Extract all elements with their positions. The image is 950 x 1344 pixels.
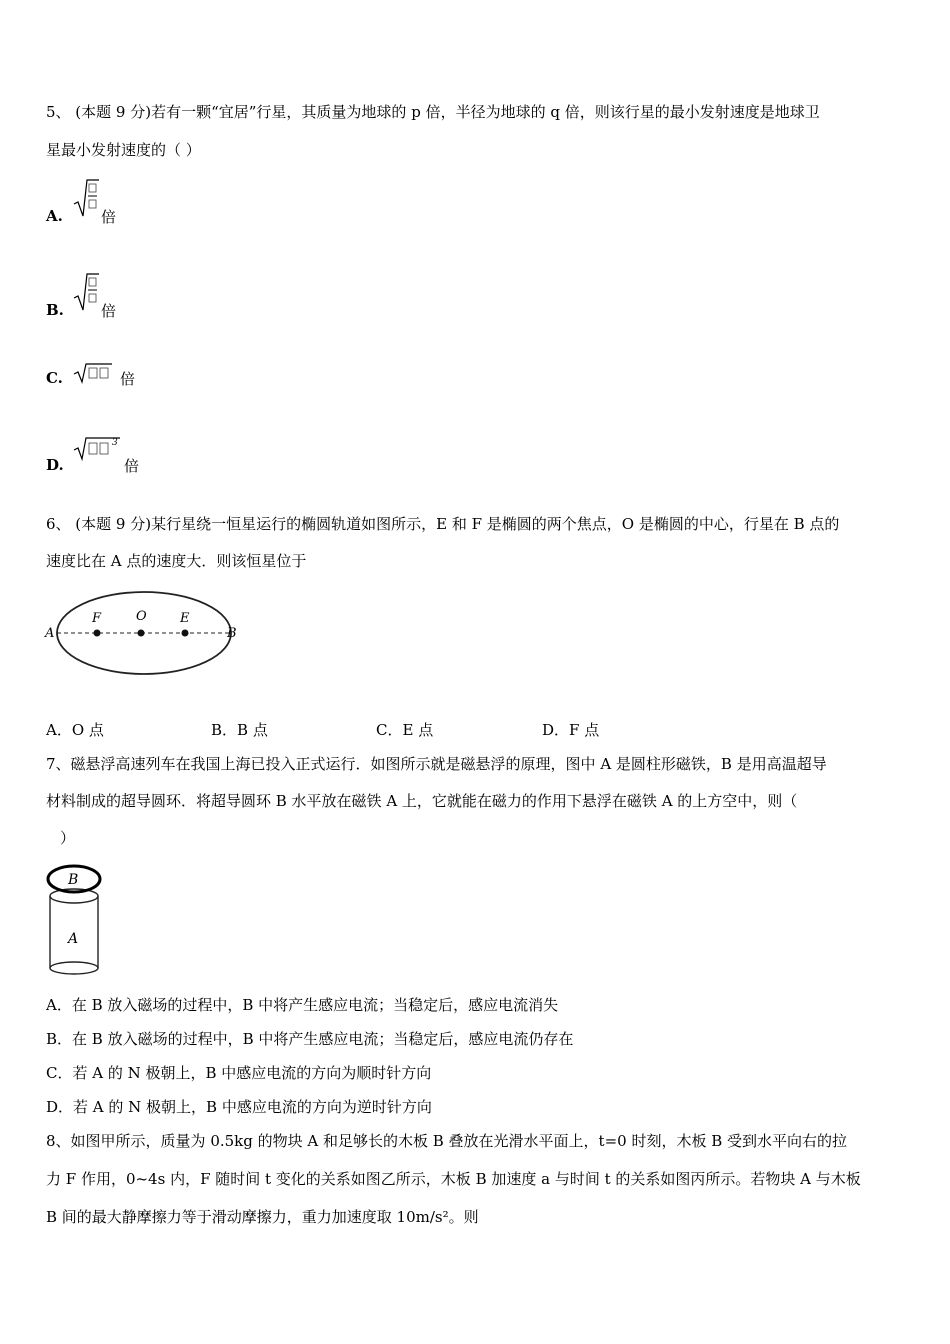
- center-o-dot: [138, 630, 145, 637]
- q7-line2: 材料制成的超导圆环．将超导圆环 B 水平放在磁铁 A 上，它就能在磁力的作用下悬浮在磁铁 A 的上方空中，则（: [46, 792, 798, 810]
- q5-option-c-sqrt-icon: [72, 360, 114, 386]
- q5-line2: 星最小发射速度的（ ）: [46, 141, 201, 159]
- q8-line1: 8、如图甲所示，质量为 0.5kg 的物块 A 和足够长的木板 B 叠放在光滑水平面上，t=0 时刻，木板 B 受到水平向右的拉: [46, 1132, 848, 1150]
- point-b-label: B: [227, 626, 237, 641]
- magnet-a-label: A: [68, 931, 79, 947]
- q5-option-c-suffix: 倍: [120, 370, 136, 388]
- magnet-bottom: [50, 962, 98, 974]
- ring-b-label: B: [68, 872, 79, 888]
- q6-option-b: B．B 点: [211, 721, 268, 739]
- point-e-label: E: [180, 611, 190, 626]
- q5-option-d-label: D.: [46, 456, 64, 474]
- q6-line1: 6、 (本题 9 分)某行星绕一恒星运行的椭圆轨道如图所示，E 和 F 是椭圆的两个焦点，O 是椭圆的中心，行星在 B 点的: [46, 515, 840, 533]
- q5-option-b-sqrt-icon: [72, 270, 100, 314]
- q6-line2: 速度比在 A 点的速度大．则该恒星位于: [46, 552, 307, 570]
- q5-line1: 5、 (本题 9 分)若有一颗“宜居”行星，其质量为地球的 p 倍，半径为地球的 q 倍，则该行星的最小发射速度是地球卫: [46, 103, 820, 121]
- q7-option-c: C．若 A 的 N 极朝上，B 中感应电流的方向为顺时针方向: [46, 1064, 432, 1082]
- q5-option-a-label: A.: [46, 207, 63, 225]
- q7-option-d: D．若 A 的 N 极朝上，B 中感应电流的方向为逆时针方向: [46, 1098, 432, 1116]
- focus-e-dot: [182, 630, 189, 637]
- q7-magnet-figure: [44, 860, 106, 978]
- q8-line2: 力 F 作用，0~4s 内，F 随时间 t 变化的关系如图乙所示，木板 B 加速度 a 与时间 t 的关系如图丙所示。若物块 A 与木板: [46, 1170, 861, 1188]
- q5-option-d-sqrt-icon: [72, 432, 122, 462]
- q5-option-d-power: 3: [112, 438, 118, 448]
- q7-line3: ）: [60, 829, 76, 847]
- q7-line1: 7、磁悬浮高速列车在我国上海已投入正式运行．如图所示就是磁悬浮的原理，图中 A 是圆柱形磁铁，B 是用高温超导: [46, 755, 827, 773]
- q8-line3: B 间的最大静摩擦力等于滑动摩擦力，重力加速度取 10m/s²。则: [46, 1208, 479, 1226]
- q5-option-d-suffix: 倍: [124, 457, 140, 475]
- q6-ellipse-figure: [44, 590, 244, 682]
- q7-option-a: A．在 B 放入磁场的过程中，B 中将产生感应电流；当稳定后，感应电流消失: [46, 996, 559, 1014]
- q6-option-a: A．O 点: [46, 721, 104, 739]
- q5-option-a-suffix: 倍: [101, 208, 117, 226]
- q6-option-d: D．F 点: [542, 721, 600, 739]
- q7-option-b: B．在 B 放入磁场的过程中，B 中将产生感应电流；当稳定后，感应电流仍存在: [46, 1030, 574, 1048]
- point-a-label: A: [45, 626, 55, 641]
- q6-options: [46, 719, 906, 741]
- q5-option-b-label: B.: [46, 301, 64, 319]
- focus-f-dot: [94, 630, 101, 637]
- point-o-label: O: [136, 609, 147, 624]
- q6-option-c: C．E 点: [376, 721, 434, 739]
- q5-option-b-suffix: 倍: [101, 302, 117, 320]
- q5-option-c-label: C.: [46, 369, 63, 387]
- q5-option-a-sqrt-icon: [72, 176, 100, 220]
- point-f-label: F: [92, 611, 102, 626]
